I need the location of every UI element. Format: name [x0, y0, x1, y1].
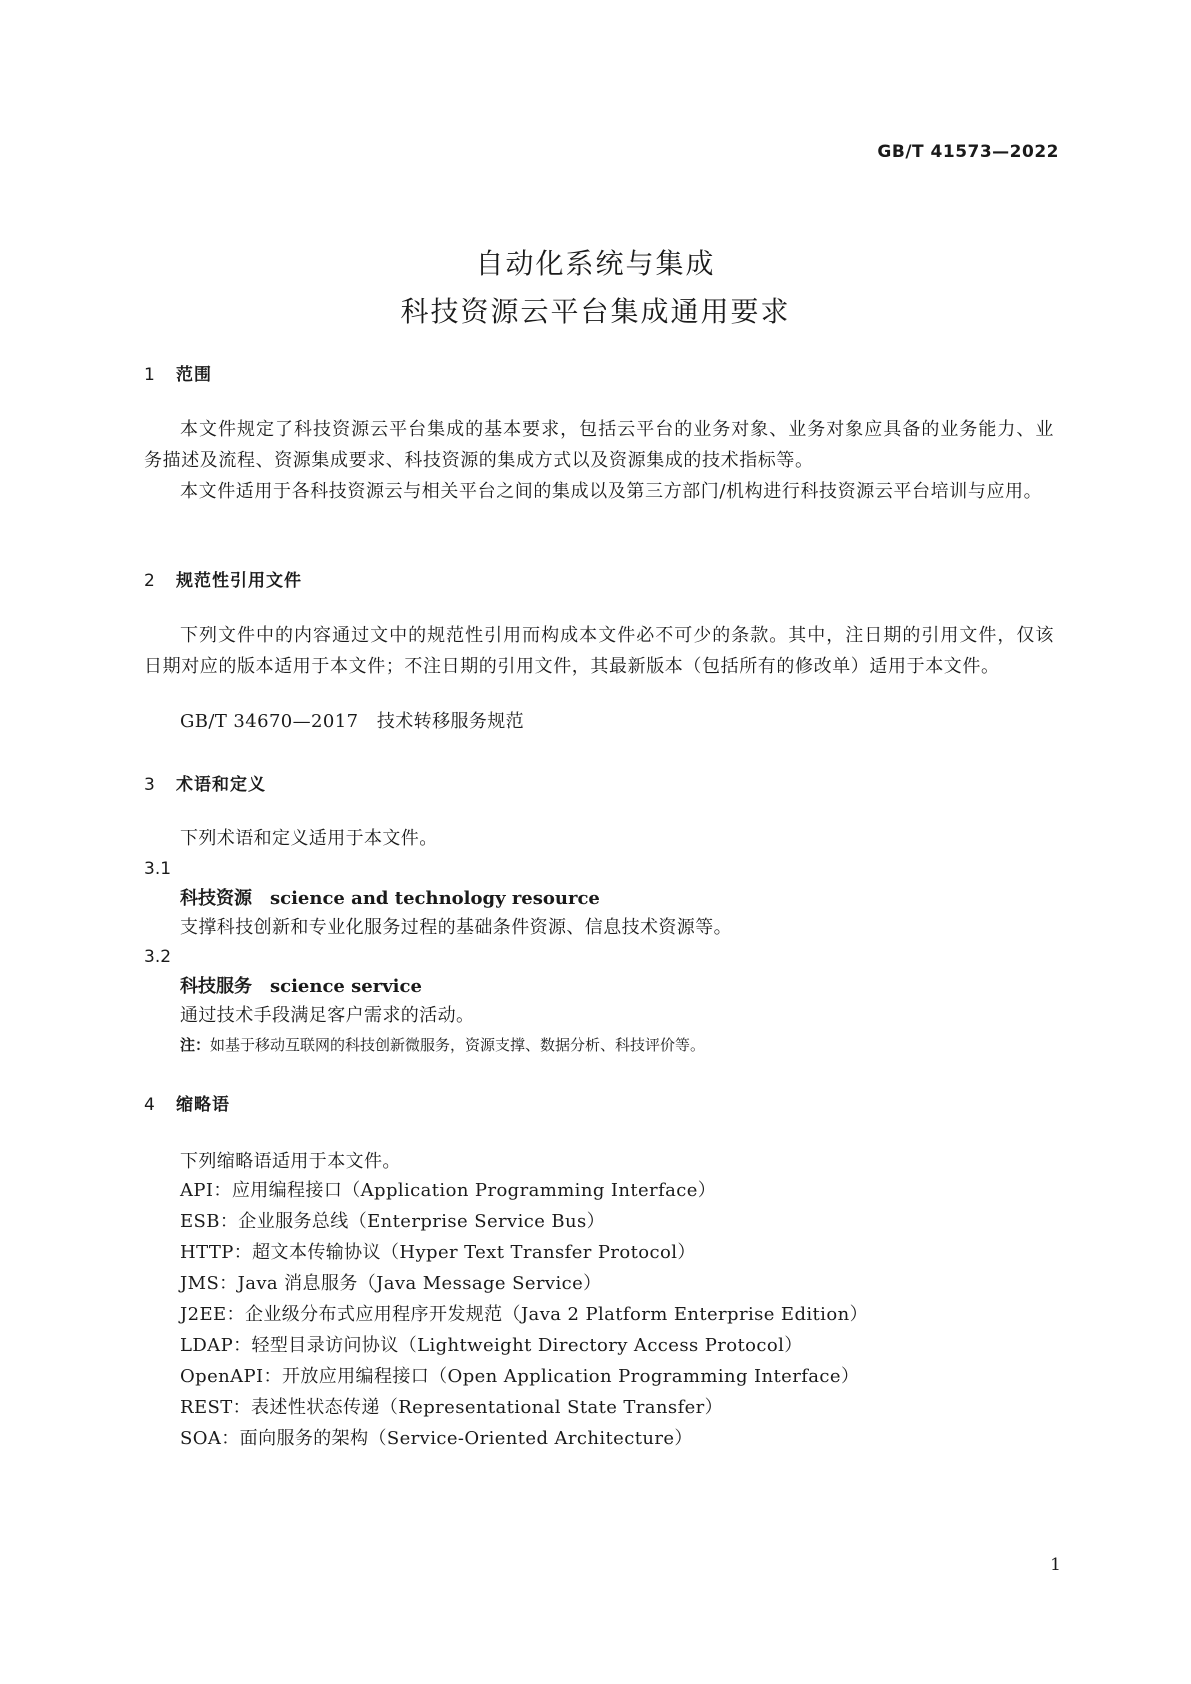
abbreviation-item: HTTP：超文本传输协议（Hyper Text Transfer Protocol）: [180, 1242, 696, 1263]
abbreviation-item: API：应用编程接口（Application Programming Interface）: [180, 1180, 717, 1201]
abbreviation-item: JMS：Java 消息服务（Java Message Service）: [180, 1273, 602, 1294]
section-title: 规范性引用文件: [176, 571, 302, 591]
section-title: 缩略语: [176, 1095, 230, 1115]
term-3-2: [144, 971, 1090, 1002]
section-4-intro: 下列缩略语适用于本文件。: [180, 1151, 401, 1172]
section-number: 2: [144, 571, 156, 591]
term-en: science and technology resource: [270, 888, 600, 909]
section-3-intro: 下列术语和定义适用于本文件。: [180, 828, 438, 849]
abbreviation-item: J2EE：企业级分布式应用程序开发规范（Java 2 Platform Enterprise Edition）: [180, 1304, 868, 1325]
section-number: 4: [144, 1095, 156, 1115]
term-3-1-number: 3.1: [144, 859, 172, 879]
page-number: 1: [1050, 1555, 1061, 1575]
term-en: science service: [270, 976, 422, 997]
title-line-2: 科技资源云平台集成通用要求: [400, 295, 791, 328]
section-title: 范围: [176, 365, 212, 385]
title-line-1: 自动化系统与集成: [475, 247, 716, 280]
abbreviation-item: LDAP：轻型目录访问协议（Lightweight Directory Access Protocol）: [180, 1335, 803, 1356]
document-title: [0, 240, 1191, 336]
abbreviation-item: ESB：企业服务总线（Enterprise Service Bus）: [180, 1211, 606, 1232]
term-zh: 科技资源: [180, 888, 252, 909]
section-title: 术语和定义: [176, 775, 266, 795]
section-3-heading: [144, 770, 1054, 795]
abbreviation-item: REST：表述性状态传递（Representational State Transfer）: [180, 1397, 724, 1418]
section-number: 1: [144, 365, 156, 385]
abbreviation-item: OpenAPI：开放应用编程接口（Open Application Programming Interface）: [180, 1366, 860, 1387]
section-number: 3: [144, 775, 156, 795]
note-label: 注：: [180, 1036, 211, 1054]
abbreviation-list: [144, 1175, 1054, 1454]
section-4-heading: [144, 1090, 1054, 1115]
term-zh: 科技服务: [180, 976, 252, 997]
section-2-paragraph: 下列文件中的内容通过文中的规范性引用而构成本文件必不可少的条款。其中，注日期的引用文件，仅该日期对应的版本适用于本文件；不注日期的引用文件，其最新版本（包括所有的修改单）适用于本文件。: [144, 625, 1054, 677]
standard-number: GB/T 41573—2022: [877, 142, 1059, 162]
section-1-paragraph-1: 本文件规定了科技资源云平台集成的基本要求，包括云平台的业务对象、业务对象应具备的业务能力、业务描述及流程、资源集成要求、科技资源的集成方式以及资源集成的技术指标等。: [144, 419, 1054, 471]
term-3-2-definition: 通过技术手段满足客户需求的活动。: [180, 1005, 475, 1026]
term-3-1-definition: 支撑科技创新和专业化服务过程的基础条件资源、信息技术资源等。: [180, 917, 732, 938]
abbreviation-item: SOA：面向服务的架构（Service-Oriented Architecture）: [180, 1428, 693, 1449]
section-1-paragraph-2: 本文件适用于各科技资源云与相关平台之间的集成以及第三方部门/机构进行科技资源云平台培训与应用。: [180, 481, 1043, 502]
term-3-1: [144, 883, 1090, 914]
section-2-heading: [144, 566, 1054, 591]
note-text: 如基于移动互联网的科技创新微服务，资源支撑、数据分析、科技评价等。: [210, 1036, 706, 1054]
normative-reference: GB/T 34670—2017 技术转移服务规范: [180, 711, 525, 732]
section-1-heading: [144, 360, 1054, 385]
term-3-2-note: [144, 1032, 1090, 1058]
term-3-2-number: 3.2: [144, 947, 172, 967]
